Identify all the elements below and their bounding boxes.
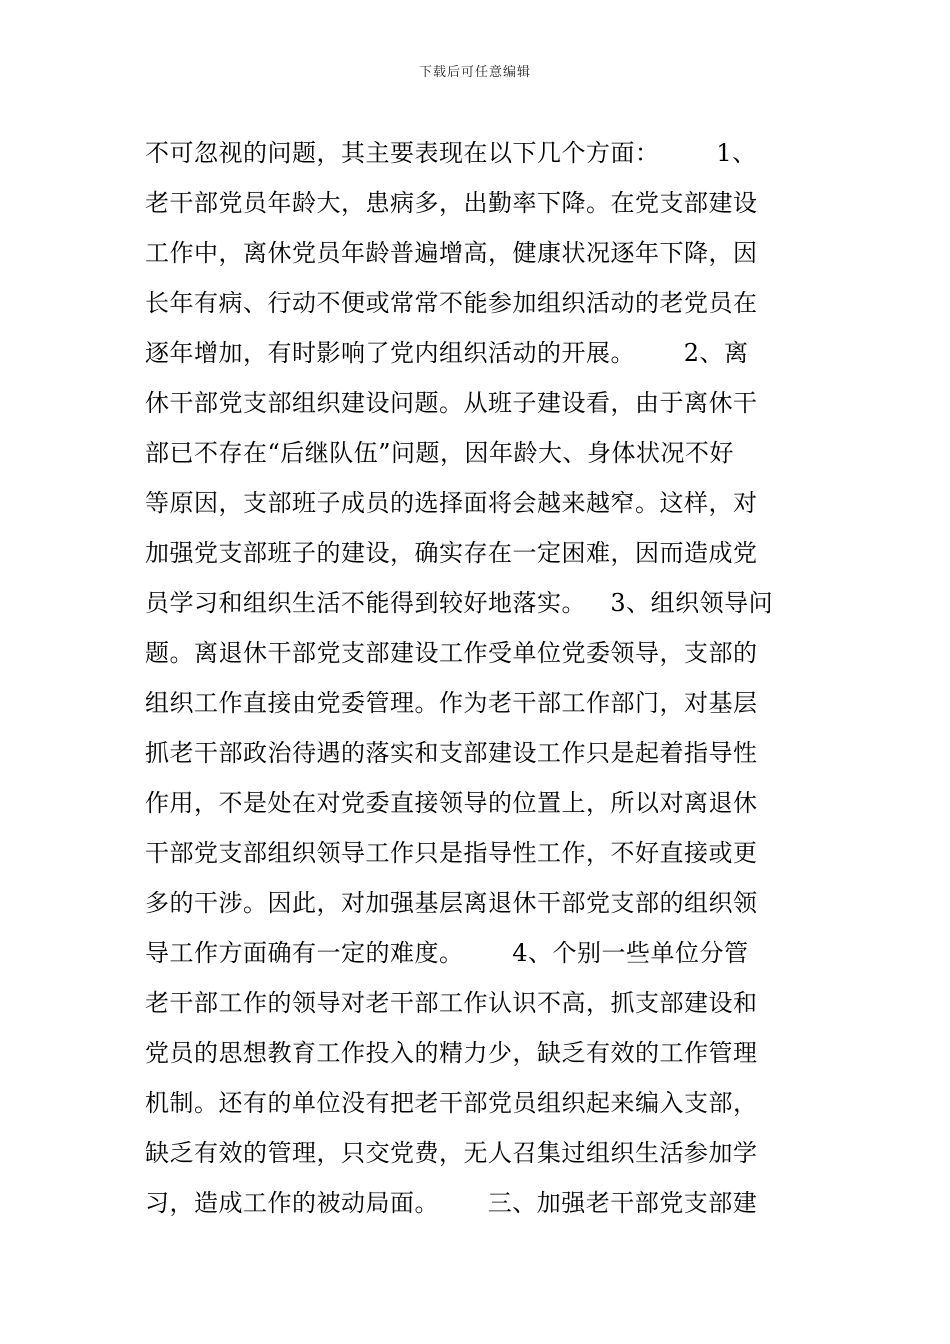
text-line: 逐年增加，有时影响了党内组织活动的开展。 2、离 (145, 339, 749, 367)
text-line: 导工作方面确有一定的难度。 4、个别一些单位分管 (145, 939, 749, 967)
text-line: 干部党支部组织领导工作只是指导性工作，不好直接或更 (145, 839, 758, 867)
text-line: 组织工作直接由党委管理。作为老干部工作部门，对基层 (145, 689, 758, 717)
text-line: 机制。还有的单位没有把老干部党员组织起来编入支部， (145, 1089, 758, 1117)
text-line: 老干部工作的领导对老干部工作认识不高，抓支部建设和 (145, 989, 758, 1017)
text-line: 等原因，支部班子成员的选择面将会越来越窄。这样，对 (145, 489, 758, 517)
text-line: 老干部党员年龄大，患病多，出勤率下降。在党支部建设 (145, 189, 758, 217)
body-text (145, 128, 815, 1228)
text-line: 多的干涉。因此，对加强基层离退休干部党支部的组织领 (145, 889, 758, 917)
text-line: 抓老干部政治待遇的落实和支部建设工作只是起着指导性 (145, 739, 758, 767)
text-line: 员学习和组织生活不能得到较好地落实。 3、组织领导问 (145, 589, 774, 617)
text-line: 作用，不是处在对党委直接领导的位置上，所以对离退休 (145, 789, 758, 817)
text-line: 加强党支部班子的建设，确实存在一定困难，因而造成党 (145, 539, 758, 567)
text-line: 习，造成工作的被动局面。 三、加强老干部党支部建 (145, 1189, 758, 1217)
text-line: 缺乏有效的管理，只交党费，无人召集过组织生活参加学 (145, 1139, 758, 1167)
page-header: 下载后可任意编辑 (418, 65, 531, 80)
text-line: 休干部党支部组织建设问题。从班子建设看，由于离休干 (145, 389, 758, 417)
text-line: 题。离退休干部党支部建设工作受单位党委领导，支部的 (145, 639, 758, 667)
text-line: 不可忽视的问题，其主要表现在以下几个方面： 1、 (145, 139, 757, 167)
text-line: 工作中，离休党员年龄普遍增高，健康状况逐年下降，因 (145, 239, 758, 267)
text-line: 长年有病、行动不便或常常不能参加组织活动的老党员在 (145, 289, 758, 317)
text-line: 部已不存在“后继队伍”问题，因年龄大、身体状况不好 (145, 439, 735, 467)
text-line: 党员的思想教育工作投入的精力少，缺乏有效的工作管理 (145, 1039, 758, 1067)
